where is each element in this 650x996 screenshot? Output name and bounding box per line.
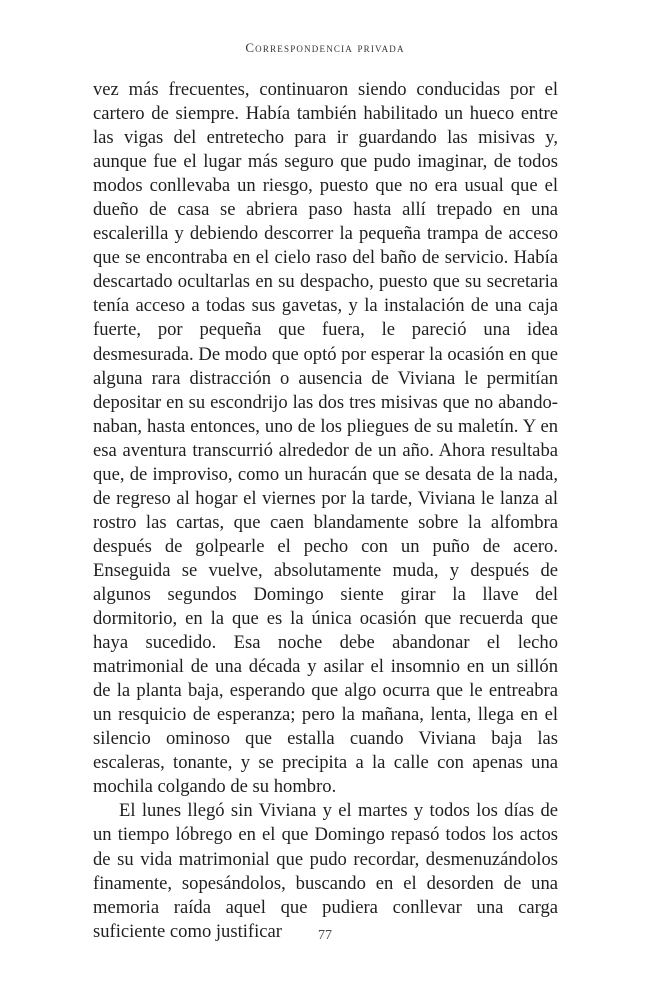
paragraph-new: El lunes llegó sin Viviana y el martes y todos los días de un tiempo lóbrego en el que Domingo repasó todos los actos de su vida matrimonial que pudo recordar, desmenuzándolos finamente, sopesándolos, buscando en el desorden de una memoria raída aquel que pudiera conllevar una carga suficiente como justificar bbox=[93, 800, 558, 942]
running-header: Correspondencia privada bbox=[245, 40, 405, 55]
page-number: 77 bbox=[318, 928, 332, 943]
paragraph-continuation: vez más frecuentes, continuaron siendo conducidas por el cartero de siempre. Había también habilitado un hueco entre las vigas del entretecho para ir guardando las misivas y, aunque fue el lugar más seguro que pudo imaginar, de todos modos conllevaba un riesgo, puesto que no era usual que el dueño de casa se abriera paso hasta allí trepado en una escalerilla y debiendo descorrer la pequeña trampa de acceso que se encontraba en el cielo raso del baño de servicio. Había descartado ocultarlas en su despacho, puesto que su secretaria tenía acceso a todas sus gavetas, y la instalación de una caja fuerte, por pequeña que fuera, le pareció una idea desmesurada. De modo que optó por esperar la ocasión en que alguna rara distracción o ausencia de Viviana le permitían depositar en su escondrijo las dos tres misivas que no abandonaban, hasta entonces, uno de los pliegues de su maletín. Y en esa aventura transcurrió alrededor de un año. Ahora resultaba que, de improviso, como un huracán que se desata de la nada, de regreso al hogar el viernes por la tarde, Viviana le lanza al rostro las cartas, que caen blandamente sobre la alfombra después de golpearle el pecho con un puño de acero. Enseguida se vuelve, absolutamente muda, y después de algunos segundos Domingo siente girar la llave del dormitorio, en la que es la única ocasión que recuerda que haya sucedido. Esa noche debe abandonar el lecho matrimonial de una década y asilar el insomnio en un sillón de la planta baja, esperando que algo ocurra que le entreabra un resquicio de esperanza; pero la mañana, lenta, llega en el silencio ominoso que estalla cuando Viviana baja las escaleras, tonante, y se precipita a la calle con apenas una mochila colgando de su hombro. bbox=[93, 79, 558, 798]
page-body bbox=[93, 78, 558, 944]
